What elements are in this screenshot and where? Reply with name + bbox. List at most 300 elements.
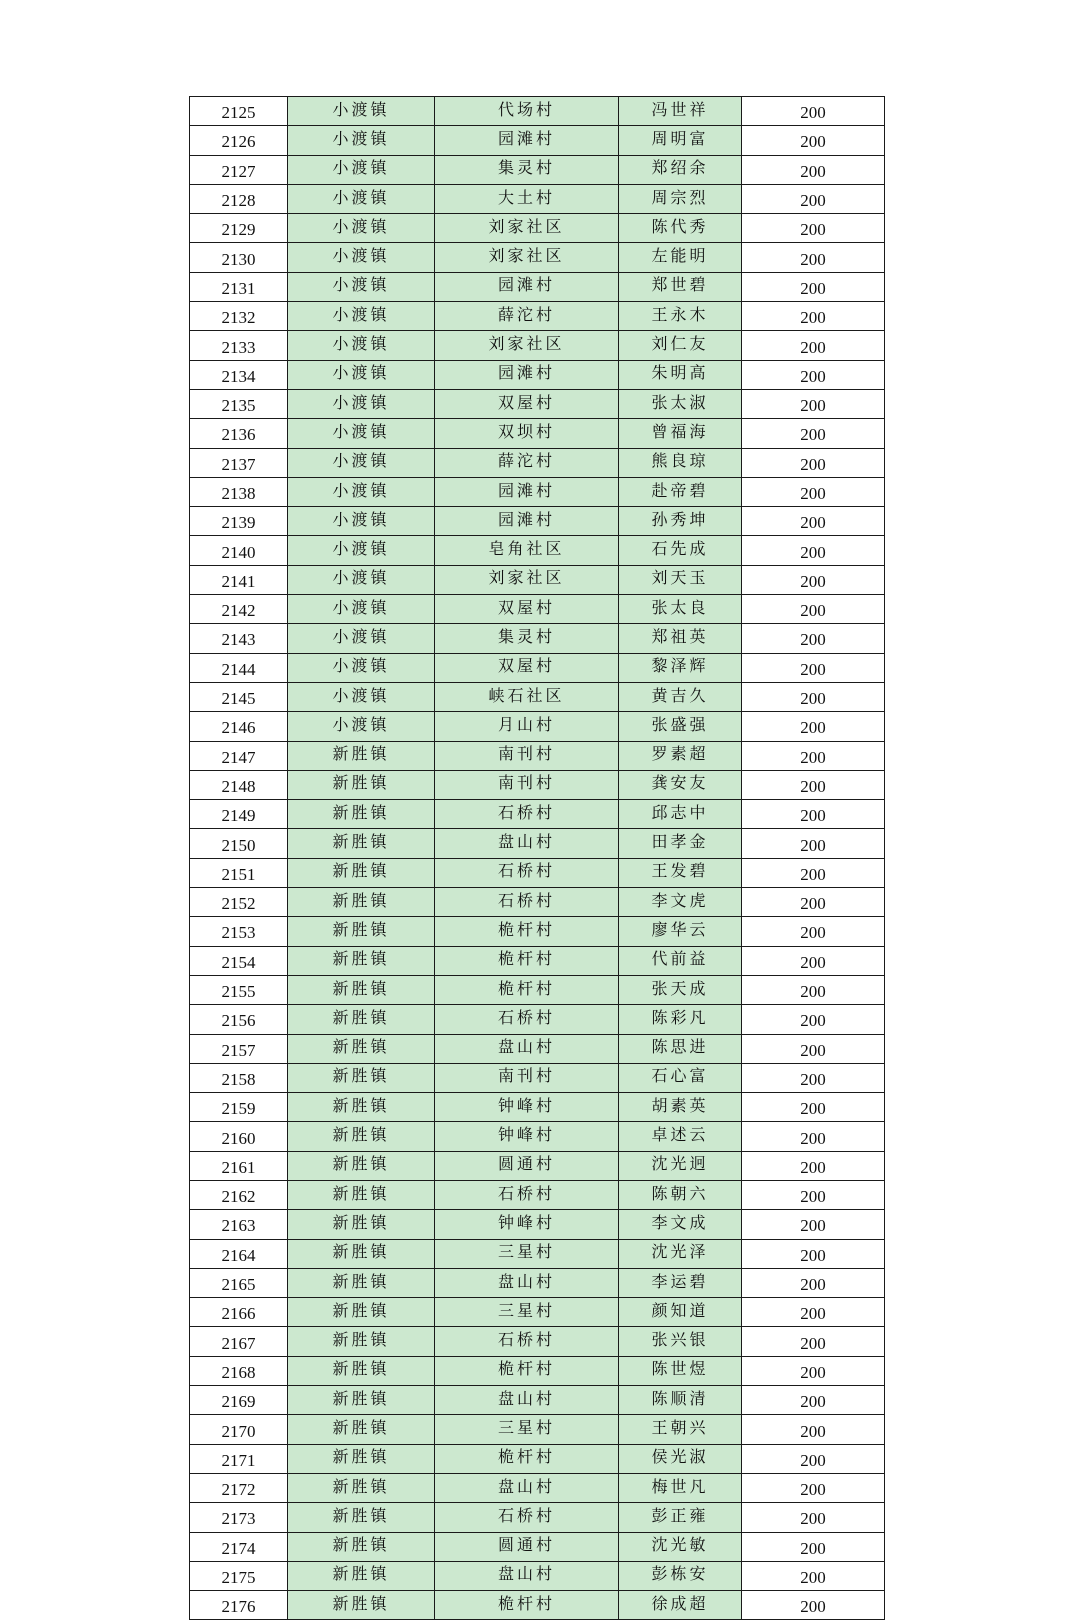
serial-number-cell: 2159 bbox=[190, 1093, 288, 1122]
serial-number-cell: 2152 bbox=[190, 888, 288, 917]
table-row bbox=[190, 595, 885, 624]
person-name-cell: 熊良琼 bbox=[619, 448, 742, 477]
table-row bbox=[190, 1591, 885, 1620]
table-row bbox=[190, 1415, 885, 1444]
table-row bbox=[190, 155, 885, 184]
person-name-cell: 陈彩凡 bbox=[619, 1005, 742, 1034]
town-cell: 小渡镇 bbox=[288, 360, 435, 389]
amount-cell: 200 bbox=[742, 829, 885, 858]
table-row bbox=[190, 770, 885, 799]
village-cell: 钟峰村 bbox=[435, 1122, 619, 1151]
amount-cell: 200 bbox=[742, 917, 885, 946]
serial-number-cell: 2132 bbox=[190, 302, 288, 331]
table-row bbox=[190, 1298, 885, 1327]
town-cell: 小渡镇 bbox=[288, 389, 435, 418]
amount-cell: 200 bbox=[742, 448, 885, 477]
person-name-cell: 胡素英 bbox=[619, 1093, 742, 1122]
table-row bbox=[190, 858, 885, 887]
amount-cell: 200 bbox=[742, 1005, 885, 1034]
serial-number-cell: 2172 bbox=[190, 1473, 288, 1502]
amount-cell: 200 bbox=[742, 975, 885, 1004]
person-name-cell: 沈光迥 bbox=[619, 1151, 742, 1180]
town-cell: 新胜镇 bbox=[288, 1591, 435, 1620]
serial-number-cell: 2126 bbox=[190, 126, 288, 155]
village-cell: 刘家社区 bbox=[435, 565, 619, 594]
town-cell: 小渡镇 bbox=[288, 155, 435, 184]
person-name-cell: 张天成 bbox=[619, 975, 742, 1004]
person-name-cell: 沈光泽 bbox=[619, 1239, 742, 1268]
town-cell: 小渡镇 bbox=[288, 97, 435, 126]
village-cell: 园滩村 bbox=[435, 360, 619, 389]
serial-number-cell: 2166 bbox=[190, 1298, 288, 1327]
table-row bbox=[190, 917, 885, 946]
village-cell: 石桥村 bbox=[435, 888, 619, 917]
table-row bbox=[190, 184, 885, 213]
amount-cell: 200 bbox=[742, 741, 885, 770]
person-name-cell: 廖华云 bbox=[619, 917, 742, 946]
amount-cell: 200 bbox=[742, 184, 885, 213]
village-cell: 双屋村 bbox=[435, 595, 619, 624]
amount-cell: 200 bbox=[742, 712, 885, 741]
village-cell: 桅杆村 bbox=[435, 975, 619, 1004]
amount-cell: 200 bbox=[742, 1327, 885, 1356]
person-name-cell: 孙秀坤 bbox=[619, 507, 742, 536]
town-cell: 小渡镇 bbox=[288, 653, 435, 682]
table-row bbox=[190, 888, 885, 917]
table-row bbox=[190, 477, 885, 506]
person-name-cell: 王发碧 bbox=[619, 858, 742, 887]
table-row bbox=[190, 1386, 885, 1415]
person-name-cell: 徐成超 bbox=[619, 1591, 742, 1620]
amount-cell: 200 bbox=[742, 1122, 885, 1151]
village-cell: 石桥村 bbox=[435, 1327, 619, 1356]
serial-number-cell: 2127 bbox=[190, 155, 288, 184]
village-cell: 盘山村 bbox=[435, 829, 619, 858]
town-cell: 小渡镇 bbox=[288, 272, 435, 301]
serial-number-cell: 2171 bbox=[190, 1444, 288, 1473]
person-name-cell: 李运碧 bbox=[619, 1268, 742, 1297]
serial-number-cell: 2156 bbox=[190, 1005, 288, 1034]
person-name-cell: 陈世煜 bbox=[619, 1356, 742, 1385]
town-cell: 新胜镇 bbox=[288, 770, 435, 799]
person-name-cell: 彭栋安 bbox=[619, 1561, 742, 1590]
amount-cell: 200 bbox=[742, 360, 885, 389]
serial-number-cell: 2168 bbox=[190, 1356, 288, 1385]
amount-cell: 200 bbox=[742, 565, 885, 594]
person-name-cell: 石先成 bbox=[619, 536, 742, 565]
amount-cell: 200 bbox=[742, 272, 885, 301]
table-row bbox=[190, 1561, 885, 1590]
serial-number-cell: 2135 bbox=[190, 389, 288, 418]
table-row bbox=[190, 126, 885, 155]
serial-number-cell: 2133 bbox=[190, 331, 288, 360]
amount-cell: 200 bbox=[742, 419, 885, 448]
table-row bbox=[190, 331, 885, 360]
person-name-cell: 李文成 bbox=[619, 1210, 742, 1239]
person-name-cell: 彭正雍 bbox=[619, 1503, 742, 1532]
amount-cell: 200 bbox=[742, 1591, 885, 1620]
person-name-cell: 王永木 bbox=[619, 302, 742, 331]
person-name-cell: 石心富 bbox=[619, 1063, 742, 1092]
town-cell: 新胜镇 bbox=[288, 1386, 435, 1415]
town-cell: 新胜镇 bbox=[288, 946, 435, 975]
amount-cell: 200 bbox=[742, 1473, 885, 1502]
serial-number-cell: 2131 bbox=[190, 272, 288, 301]
village-cell: 石桥村 bbox=[435, 858, 619, 887]
amount-cell: 200 bbox=[742, 1356, 885, 1385]
serial-number-cell: 2146 bbox=[190, 712, 288, 741]
town-cell: 新胜镇 bbox=[288, 1268, 435, 1297]
amount-cell: 200 bbox=[742, 1210, 885, 1239]
serial-number-cell: 2128 bbox=[190, 184, 288, 213]
village-cell: 石桥村 bbox=[435, 1503, 619, 1532]
table-row bbox=[190, 1122, 885, 1151]
serial-number-cell: 2137 bbox=[190, 448, 288, 477]
village-cell: 皂角社区 bbox=[435, 536, 619, 565]
person-name-cell: 曾福海 bbox=[619, 419, 742, 448]
person-name-cell: 周宗烈 bbox=[619, 184, 742, 213]
town-cell: 新胜镇 bbox=[288, 1561, 435, 1590]
town-cell: 小渡镇 bbox=[288, 214, 435, 243]
town-cell: 小渡镇 bbox=[288, 595, 435, 624]
person-name-cell: 梅世凡 bbox=[619, 1473, 742, 1502]
village-cell: 盘山村 bbox=[435, 1034, 619, 1063]
roster-table-body bbox=[190, 97, 885, 1620]
town-cell: 新胜镇 bbox=[288, 1503, 435, 1532]
table-row bbox=[190, 682, 885, 711]
village-cell: 石桥村 bbox=[435, 1005, 619, 1034]
amount-cell: 200 bbox=[742, 507, 885, 536]
village-cell: 桅杆村 bbox=[435, 946, 619, 975]
village-cell: 桅杆村 bbox=[435, 1444, 619, 1473]
village-cell: 桅杆村 bbox=[435, 1591, 619, 1620]
town-cell: 新胜镇 bbox=[288, 1210, 435, 1239]
serial-number-cell: 2139 bbox=[190, 507, 288, 536]
town-cell: 小渡镇 bbox=[288, 302, 435, 331]
serial-number-cell: 2169 bbox=[190, 1386, 288, 1415]
serial-number-cell: 2141 bbox=[190, 565, 288, 594]
village-cell: 盘山村 bbox=[435, 1386, 619, 1415]
amount-cell: 200 bbox=[742, 653, 885, 682]
village-cell: 三星村 bbox=[435, 1298, 619, 1327]
town-cell: 小渡镇 bbox=[288, 507, 435, 536]
village-cell: 三星村 bbox=[435, 1239, 619, 1268]
serial-number-cell: 2165 bbox=[190, 1268, 288, 1297]
amount-cell: 200 bbox=[742, 1415, 885, 1444]
village-cell: 盘山村 bbox=[435, 1473, 619, 1502]
serial-number-cell: 2153 bbox=[190, 917, 288, 946]
person-name-cell: 郑绍余 bbox=[619, 155, 742, 184]
serial-number-cell: 2140 bbox=[190, 536, 288, 565]
serial-number-cell: 2129 bbox=[190, 214, 288, 243]
town-cell: 新胜镇 bbox=[288, 1005, 435, 1034]
village-cell: 南刊村 bbox=[435, 1063, 619, 1092]
town-cell: 新胜镇 bbox=[288, 829, 435, 858]
table-row bbox=[190, 419, 885, 448]
serial-number-cell: 2158 bbox=[190, 1063, 288, 1092]
town-cell: 小渡镇 bbox=[288, 565, 435, 594]
person-name-cell: 赴帝碧 bbox=[619, 477, 742, 506]
village-cell: 南刊村 bbox=[435, 770, 619, 799]
table-row bbox=[190, 1503, 885, 1532]
village-cell: 石桥村 bbox=[435, 800, 619, 829]
table-row bbox=[190, 389, 885, 418]
person-name-cell: 颜知道 bbox=[619, 1298, 742, 1327]
town-cell: 小渡镇 bbox=[288, 682, 435, 711]
amount-cell: 200 bbox=[742, 126, 885, 155]
person-name-cell: 朱明高 bbox=[619, 360, 742, 389]
serial-number-cell: 2176 bbox=[190, 1591, 288, 1620]
serial-number-cell: 2173 bbox=[190, 1503, 288, 1532]
table-row bbox=[190, 214, 885, 243]
table-row bbox=[190, 1239, 885, 1268]
person-name-cell: 李文虎 bbox=[619, 888, 742, 917]
amount-cell: 200 bbox=[742, 536, 885, 565]
amount-cell: 200 bbox=[742, 1034, 885, 1063]
person-name-cell: 陈代秀 bbox=[619, 214, 742, 243]
person-name-cell: 龚安友 bbox=[619, 770, 742, 799]
amount-cell: 200 bbox=[742, 858, 885, 887]
amount-cell: 200 bbox=[742, 946, 885, 975]
amount-cell: 200 bbox=[742, 389, 885, 418]
serial-number-cell: 2138 bbox=[190, 477, 288, 506]
table-row bbox=[190, 507, 885, 536]
town-cell: 新胜镇 bbox=[288, 1473, 435, 1502]
town-cell: 新胜镇 bbox=[288, 1415, 435, 1444]
village-cell: 大土村 bbox=[435, 184, 619, 213]
person-name-cell: 刘天玉 bbox=[619, 565, 742, 594]
town-cell: 新胜镇 bbox=[288, 1327, 435, 1356]
serial-number-cell: 2170 bbox=[190, 1415, 288, 1444]
village-cell: 集灵村 bbox=[435, 624, 619, 653]
village-cell: 双坝村 bbox=[435, 419, 619, 448]
amount-cell: 200 bbox=[742, 595, 885, 624]
person-name-cell: 郑世碧 bbox=[619, 272, 742, 301]
table-row bbox=[190, 97, 885, 126]
amount-cell: 200 bbox=[742, 243, 885, 272]
serial-number-cell: 2150 bbox=[190, 829, 288, 858]
town-cell: 小渡镇 bbox=[288, 419, 435, 448]
village-cell: 月山村 bbox=[435, 712, 619, 741]
town-cell: 新胜镇 bbox=[288, 1298, 435, 1327]
village-cell: 双屋村 bbox=[435, 389, 619, 418]
person-name-cell: 黎泽辉 bbox=[619, 653, 742, 682]
town-cell: 新胜镇 bbox=[288, 858, 435, 887]
serial-number-cell: 2167 bbox=[190, 1327, 288, 1356]
serial-number-cell: 2154 bbox=[190, 946, 288, 975]
table-row bbox=[190, 243, 885, 272]
village-cell: 石桥村 bbox=[435, 1180, 619, 1209]
village-cell: 集灵村 bbox=[435, 155, 619, 184]
amount-cell: 200 bbox=[742, 1298, 885, 1327]
person-name-cell: 卓述云 bbox=[619, 1122, 742, 1151]
person-name-cell: 陈思进 bbox=[619, 1034, 742, 1063]
table-row bbox=[190, 1151, 885, 1180]
town-cell: 小渡镇 bbox=[288, 448, 435, 477]
amount-cell: 200 bbox=[742, 1151, 885, 1180]
table-row bbox=[190, 1268, 885, 1297]
village-cell: 峡石社区 bbox=[435, 682, 619, 711]
town-cell: 小渡镇 bbox=[288, 712, 435, 741]
person-name-cell: 代前益 bbox=[619, 946, 742, 975]
table-row bbox=[190, 360, 885, 389]
table-row bbox=[190, 536, 885, 565]
village-cell: 代场村 bbox=[435, 97, 619, 126]
amount-cell: 200 bbox=[742, 477, 885, 506]
town-cell: 小渡镇 bbox=[288, 624, 435, 653]
table-row bbox=[190, 829, 885, 858]
amount-cell: 200 bbox=[742, 97, 885, 126]
town-cell: 新胜镇 bbox=[288, 741, 435, 770]
serial-number-cell: 2142 bbox=[190, 595, 288, 624]
town-cell: 新胜镇 bbox=[288, 1180, 435, 1209]
serial-number-cell: 2162 bbox=[190, 1180, 288, 1209]
town-cell: 小渡镇 bbox=[288, 331, 435, 360]
serial-number-cell: 2163 bbox=[190, 1210, 288, 1239]
town-cell: 新胜镇 bbox=[288, 1444, 435, 1473]
amount-cell: 200 bbox=[742, 624, 885, 653]
town-cell: 新胜镇 bbox=[288, 975, 435, 1004]
person-name-cell: 张兴银 bbox=[619, 1327, 742, 1356]
person-name-cell: 张太良 bbox=[619, 595, 742, 624]
amount-cell: 200 bbox=[742, 1532, 885, 1561]
table-row bbox=[190, 1093, 885, 1122]
village-cell: 薛沱村 bbox=[435, 448, 619, 477]
table-row bbox=[190, 302, 885, 331]
table-row bbox=[190, 975, 885, 1004]
village-cell: 园滩村 bbox=[435, 272, 619, 301]
serial-number-cell: 2155 bbox=[190, 975, 288, 1004]
table-row bbox=[190, 448, 885, 477]
table-row bbox=[190, 1444, 885, 1473]
serial-number-cell: 2147 bbox=[190, 741, 288, 770]
person-name-cell: 黄吉久 bbox=[619, 682, 742, 711]
person-name-cell: 邱志中 bbox=[619, 800, 742, 829]
person-name-cell: 张太淑 bbox=[619, 389, 742, 418]
serial-number-cell: 2125 bbox=[190, 97, 288, 126]
amount-cell: 200 bbox=[742, 1444, 885, 1473]
person-name-cell: 周明富 bbox=[619, 126, 742, 155]
town-cell: 小渡镇 bbox=[288, 477, 435, 506]
town-cell: 小渡镇 bbox=[288, 184, 435, 213]
table-row bbox=[190, 712, 885, 741]
person-name-cell: 左能明 bbox=[619, 243, 742, 272]
village-cell: 三星村 bbox=[435, 1415, 619, 1444]
amount-cell: 200 bbox=[742, 1093, 885, 1122]
amount-cell: 200 bbox=[742, 1268, 885, 1297]
table-row bbox=[190, 272, 885, 301]
table-row bbox=[190, 1356, 885, 1385]
person-name-cell: 罗素超 bbox=[619, 741, 742, 770]
serial-number-cell: 2161 bbox=[190, 1151, 288, 1180]
table-row bbox=[190, 1005, 885, 1034]
serial-number-cell: 2144 bbox=[190, 653, 288, 682]
village-cell: 南刊村 bbox=[435, 741, 619, 770]
amount-cell: 200 bbox=[742, 888, 885, 917]
village-cell: 双屋村 bbox=[435, 653, 619, 682]
amount-cell: 200 bbox=[742, 1063, 885, 1092]
table-row bbox=[190, 741, 885, 770]
amount-cell: 200 bbox=[742, 1386, 885, 1415]
town-cell: 新胜镇 bbox=[288, 1093, 435, 1122]
roster-table bbox=[189, 96, 885, 1620]
table-row bbox=[190, 1327, 885, 1356]
serial-number-cell: 2143 bbox=[190, 624, 288, 653]
amount-cell: 200 bbox=[742, 214, 885, 243]
amount-cell: 200 bbox=[742, 682, 885, 711]
village-cell: 钟峰村 bbox=[435, 1210, 619, 1239]
village-cell: 园滩村 bbox=[435, 126, 619, 155]
town-cell: 新胜镇 bbox=[288, 1532, 435, 1561]
village-cell: 桅杆村 bbox=[435, 1356, 619, 1385]
town-cell: 新胜镇 bbox=[288, 1063, 435, 1092]
table-row bbox=[190, 1180, 885, 1209]
person-name-cell: 田孝金 bbox=[619, 829, 742, 858]
village-cell: 桅杆村 bbox=[435, 917, 619, 946]
amount-cell: 200 bbox=[742, 302, 885, 331]
town-cell: 新胜镇 bbox=[288, 1122, 435, 1151]
town-cell: 小渡镇 bbox=[288, 243, 435, 272]
town-cell: 小渡镇 bbox=[288, 536, 435, 565]
person-name-cell: 张盛强 bbox=[619, 712, 742, 741]
table-row bbox=[190, 565, 885, 594]
village-cell: 园滩村 bbox=[435, 477, 619, 506]
person-name-cell: 沈光敏 bbox=[619, 1532, 742, 1561]
village-cell: 刘家社区 bbox=[435, 243, 619, 272]
table-row bbox=[190, 946, 885, 975]
town-cell: 新胜镇 bbox=[288, 800, 435, 829]
table-row bbox=[190, 1532, 885, 1561]
serial-number-cell: 2164 bbox=[190, 1239, 288, 1268]
village-cell: 刘家社区 bbox=[435, 331, 619, 360]
amount-cell: 200 bbox=[742, 1503, 885, 1532]
person-name-cell: 刘仁友 bbox=[619, 331, 742, 360]
amount-cell: 200 bbox=[742, 155, 885, 184]
person-name-cell: 陈顺清 bbox=[619, 1386, 742, 1415]
table-row bbox=[190, 800, 885, 829]
serial-number-cell: 2148 bbox=[190, 770, 288, 799]
table-row bbox=[190, 1034, 885, 1063]
town-cell: 新胜镇 bbox=[288, 888, 435, 917]
amount-cell: 200 bbox=[742, 800, 885, 829]
table-row bbox=[190, 1473, 885, 1502]
serial-number-cell: 2149 bbox=[190, 800, 288, 829]
town-cell: 新胜镇 bbox=[288, 917, 435, 946]
village-cell: 薛沱村 bbox=[435, 302, 619, 331]
town-cell: 新胜镇 bbox=[288, 1239, 435, 1268]
table-row bbox=[190, 624, 885, 653]
village-cell: 刘家社区 bbox=[435, 214, 619, 243]
table-row bbox=[190, 1063, 885, 1092]
serial-number-cell: 2160 bbox=[190, 1122, 288, 1151]
amount-cell: 200 bbox=[742, 331, 885, 360]
town-cell: 新胜镇 bbox=[288, 1356, 435, 1385]
serial-number-cell: 2174 bbox=[190, 1532, 288, 1561]
village-cell: 园滩村 bbox=[435, 507, 619, 536]
serial-number-cell: 2175 bbox=[190, 1561, 288, 1590]
person-name-cell: 侯光淑 bbox=[619, 1444, 742, 1473]
person-name-cell: 陈朝六 bbox=[619, 1180, 742, 1209]
serial-number-cell: 2136 bbox=[190, 419, 288, 448]
serial-number-cell: 2134 bbox=[190, 360, 288, 389]
table-row bbox=[190, 1210, 885, 1239]
village-cell: 圆通村 bbox=[435, 1532, 619, 1561]
town-cell: 新胜镇 bbox=[288, 1034, 435, 1063]
serial-number-cell: 2151 bbox=[190, 858, 288, 887]
serial-number-cell: 2157 bbox=[190, 1034, 288, 1063]
amount-cell: 200 bbox=[742, 1561, 885, 1590]
person-name-cell: 郑祖英 bbox=[619, 624, 742, 653]
